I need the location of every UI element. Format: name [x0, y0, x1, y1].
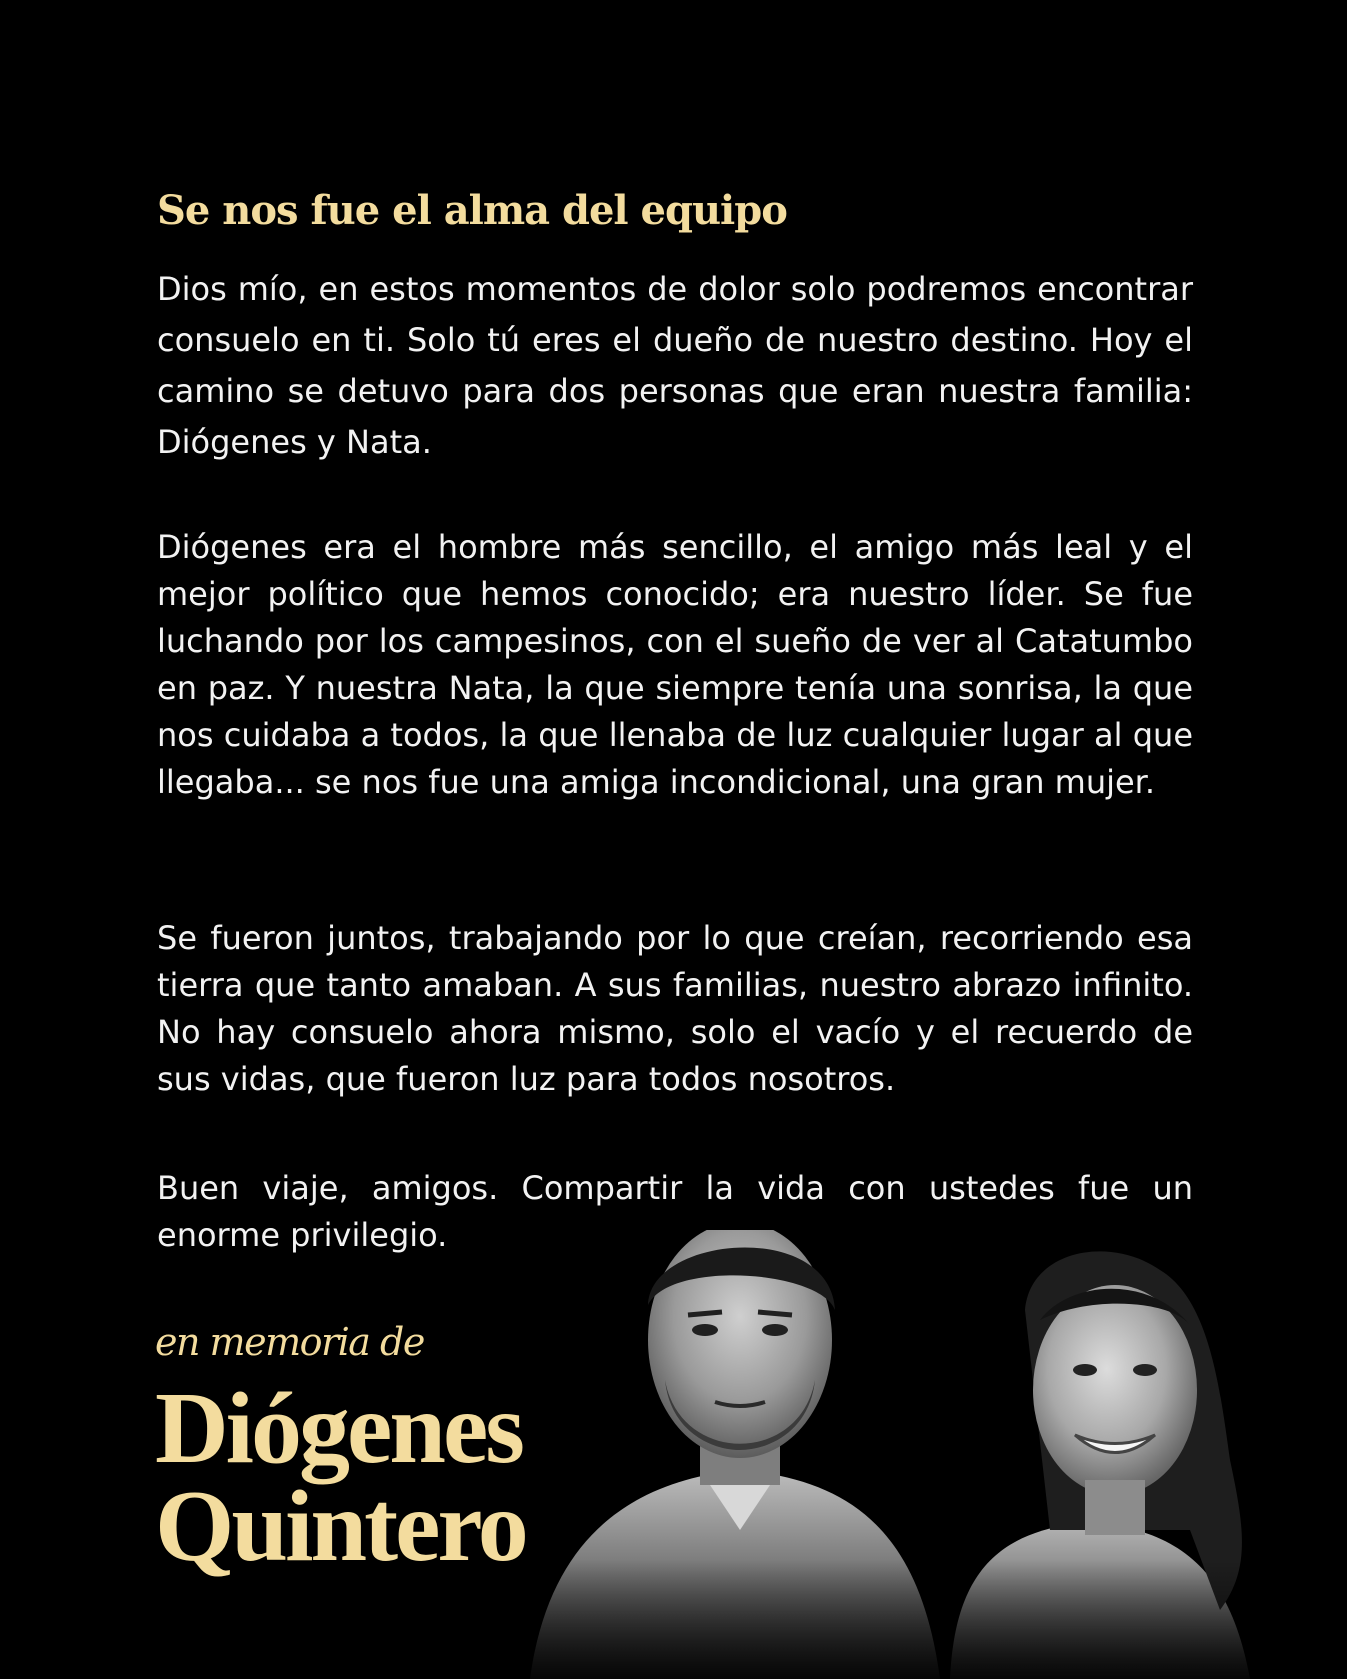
post-heading: Se nos fue el alma del equipo: [157, 186, 787, 234]
memorial-name-last: Quintero: [155, 1470, 526, 1583]
portrait-photos: [530, 1230, 1290, 1679]
memorial-name-first: Diógenes: [155, 1372, 522, 1485]
paragraph-2: Diógenes era el hombre más sencillo, el amigo más leal y el mejor político que hemos conocido; era nuestro líder. Se fue luchando por los campesinos, con el sueño de ver al Catatumbo en paz. Y nuestra Nata, la que siempre tenía una sonrisa, la que nos cuidaba a todos, la que llenaba de luz cualquier lugar al que llegaba... se nos fue una amiga incondicional, una gran mujer.: [157, 528, 1193, 801]
paragraph-4: Buen viaje, amigos. Compartir la vida con ustedes fue un enorme privilegio.: [157, 1169, 1193, 1254]
paragraph-1: Dios mío, en estos momentos de dolor solo podremos encontrar consuelo en ti. Solo tú eres el dueño de nuestro destino. Hoy el camino se detuvo para dos personas que eran nuestra familia: Diógenes y Nata.: [157, 270, 1193, 461]
memorial-label: en memoria de: [155, 1320, 424, 1364]
paragraph-3: Se fueron juntos, trabajando por lo que creían, recorriendo esa tierra que tanto amaban. A sus familias, nuestro abrazo infinito. No hay consuelo ahora mismo, solo el vacío y el recuerdo de sus vidas, que fueron luz para todos nosotros.: [157, 919, 1193, 1098]
